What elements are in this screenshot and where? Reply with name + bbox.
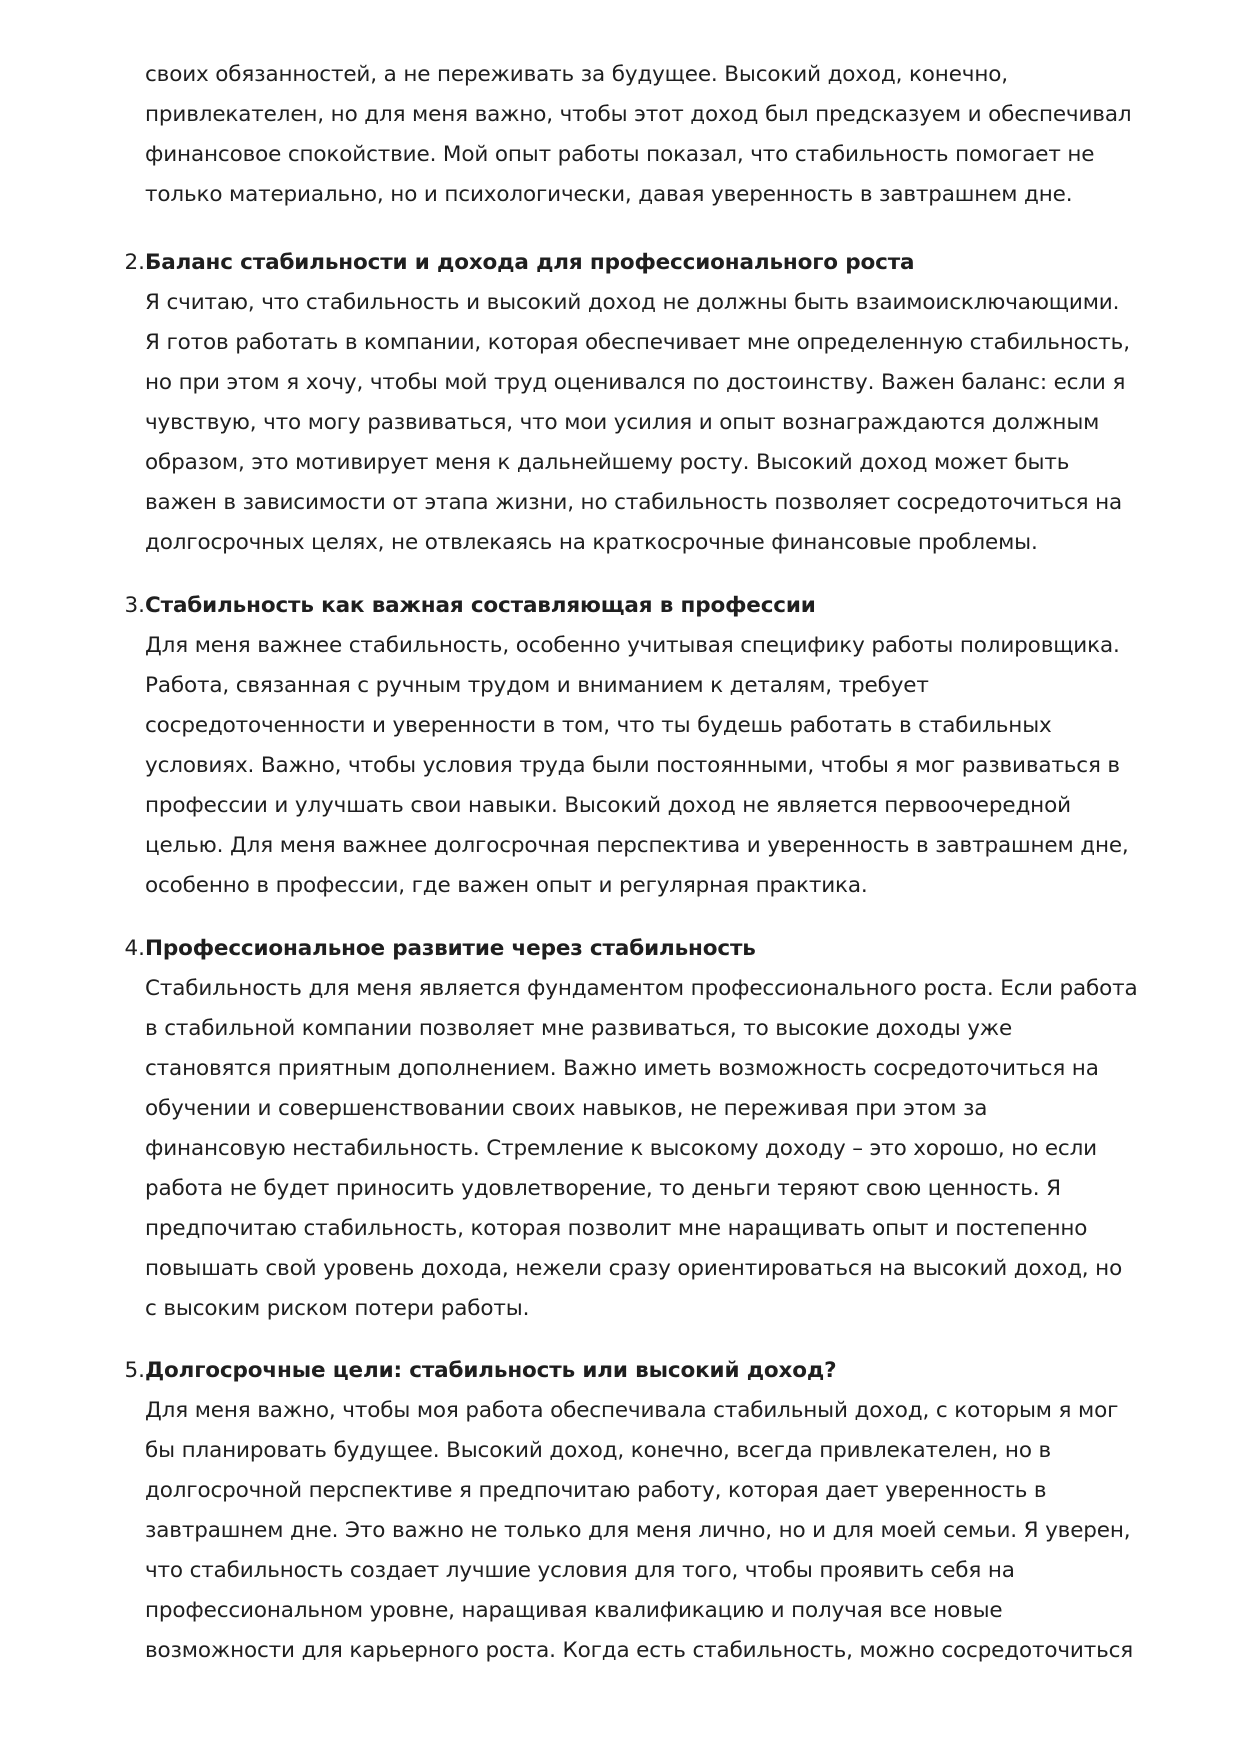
- list-number: 2.: [124, 250, 145, 275]
- text-line: финансовую нестабильность. Стремление к высокому доходу – это хорошо, но если: [145, 1136, 1097, 1161]
- list-number: 4.: [124, 936, 145, 961]
- text-line: возможности для карьерного роста. Когда есть стабильность, можно сосредоточиться: [145, 1638, 1134, 1663]
- text-line: долгосрочных целях, не отвлекаясь на краткосрочные финансовые проблемы.: [145, 530, 1038, 555]
- text-line: повышать свой уровень дохода, нежели сразу ориентироваться на высокий доход, но: [145, 1256, 1123, 1281]
- item-heading: Профессиональное развитие через стабильность: [145, 936, 756, 961]
- text-line: обучении и совершенствовании своих навыков, не переживая при этом за: [145, 1096, 988, 1121]
- item-heading: Долгосрочные цели: стабильность или высокий доход?: [145, 1358, 837, 1383]
- text-line: привлекателен, но для меня важно, чтобы этот доход был предсказуем и обеспечивал: [145, 102, 1132, 127]
- text-line: работа не будет приносить удовлетворение, то деньги теряют свою ценность. Я: [145, 1176, 1061, 1201]
- text-line: но при этом я хочу, чтобы мой труд оценивался по достоинству. Важен баланс: если я: [145, 370, 1126, 395]
- text-line: условиях. Важно, чтобы условия труда были постоянными, чтобы я мог развиваться в: [145, 753, 1120, 778]
- list-number: 3.: [124, 593, 145, 618]
- text-line: завтрашнем дне. Это важно не только для меня лично, но и для моей семьи. Я уверен,: [145, 1518, 1131, 1543]
- text-line: Я считаю, что стабильность и высокий доход не должны быть взаимоисключающими.: [145, 290, 1120, 315]
- text-line: Для меня важнее стабильность, особенно учитывая специфику работы полировщика.: [145, 633, 1120, 658]
- text-line: долгосрочной перспективе я предпочитаю работу, которая дает уверенность в: [145, 1478, 1047, 1503]
- text-line: только материально, но и психологически, давая уверенность в завтрашнем дне.: [145, 182, 1073, 207]
- item-body: [145, 626, 1145, 906]
- text-line: особенно в профессии, где важен опыт и регулярная практика.: [145, 873, 868, 898]
- item-body: [145, 1391, 1145, 1671]
- text-line: образом, это мотивирует меня к дальнейшему росту. Высокий доход может быть: [145, 450, 1070, 475]
- text-line: Работа, связанная с ручным трудом и вниманием к деталям, требует: [145, 673, 929, 698]
- text-line: своих обязанностей, а не переживать за будущее. Высокий доход, конечно,: [145, 62, 1008, 87]
- text-line: что стабильность создает лучшие условия для того, чтобы проявить себя на: [145, 1558, 1015, 1583]
- text-line: бы планировать будущее. Высокий доход, конечно, всегда привлекателен, но в: [145, 1438, 1052, 1463]
- text-line: важен в зависимости от этапа жизни, но стабильность позволяет сосредоточиться на: [145, 490, 1123, 515]
- text-line: чувствую, что могу развиваться, что мои усилия и опыт вознаграждаются должным: [145, 410, 1100, 435]
- item-body: [145, 969, 1145, 1329]
- text-line: профессии и улучшать свои навыки. Высокий доход не является первоочередной: [145, 793, 1071, 818]
- text-line: Для меня важно, чтобы моя работа обеспечивала стабильный доход, с которым я мог: [145, 1398, 1119, 1423]
- text-line: с высоким риском потери работы.: [145, 1296, 530, 1321]
- text-line: сосредоточенности и уверенности в том, что ты будешь работать в стабильных: [145, 713, 1052, 738]
- text-line: предпочитаю стабильность, которая позволит мне наращивать опыт и постепенно: [145, 1216, 1088, 1241]
- text-line: профессиональном уровне, наращивая квалификацию и получая все новые: [145, 1598, 1003, 1623]
- text-line: в стабильной компании позволяет мне развиваться, то высокие доходы уже: [145, 1016, 1013, 1041]
- item-heading: Баланс стабильности и дохода для профессионального роста: [145, 250, 915, 275]
- text-line: становятся приятным дополнением. Важно иметь возможность сосредоточиться на: [145, 1056, 1099, 1081]
- item-heading: Стабильность как важная составляющая в профессии: [145, 593, 816, 618]
- text-line: Стабильность для меня является фундаментом профессионального роста. Если работа: [145, 976, 1138, 1001]
- text-line: финансовое спокойствие. Мой опыт работы показал, что стабильность помогает не: [145, 142, 1095, 167]
- text-line: Я готов работать в компании, которая обеспечивает мне определенную стабильность,: [145, 330, 1130, 355]
- text-line: целью. Для меня важнее долгосрочная перспектива и уверенность в завтрашнем дне,: [145, 833, 1129, 858]
- item-body: [145, 283, 1145, 563]
- intro-paragraph: [145, 55, 1145, 215]
- list-number: 5.: [124, 1358, 145, 1383]
